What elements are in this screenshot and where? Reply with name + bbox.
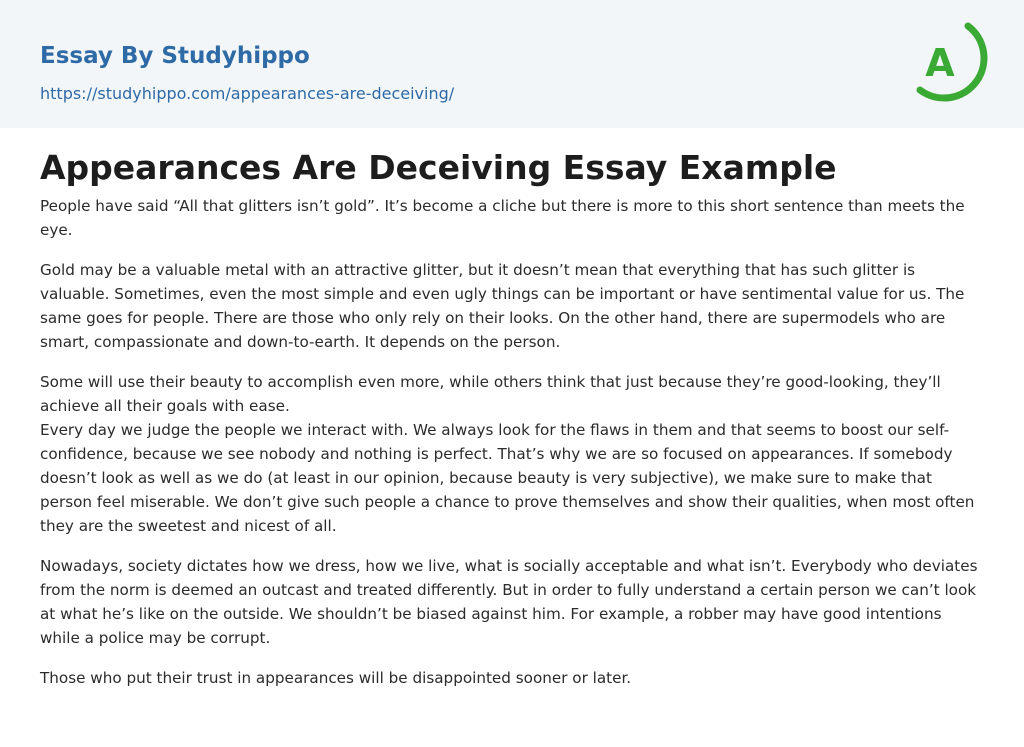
site-brand[interactable]: Essay By Studyhippo xyxy=(40,43,310,69)
paragraph-text: Gold may be a valuable metal with an attractive glitter, but it doesn’t mean that everything that has such glitter is valuable. Sometimes, even the most simple and even ugly things can be important or have sentimental value for us. The same goes for people. There are those who only rely on their looks. On the other hand, there are supermodels who are smart, compassionate and down-to-earth. It depends on the person. xyxy=(40,261,965,351)
page-url-link[interactable]: https://studyhippo.com/appearances-are-deceiving/ xyxy=(40,84,455,103)
paragraph-text: People have said “All that glitters isn’t gold”. It’s become a cliche but there is more to this short sentence than meets the eye. xyxy=(40,197,965,239)
article-body xyxy=(40,194,986,706)
paragraph-text: Every day we judge the people we interact with. We always look for the flaws in them and that seems to boost our self-confidence, because we see nobody and nothing is perfect. That’s why we are so focused on appearances. If somebody doesn’t look as well as we do (at least in our opinion, because beauty is very subjective), we make sure to make that person feel miserable. We don’t give such people a chance to prove themselves and show their qualities, when most often they are the sweetest and nicest of all. xyxy=(40,421,975,535)
paragraph xyxy=(40,554,986,650)
paragraph-text: Some will use their beauty to accomplish even more, while others think that just because they’re good-looking, they’ll achieve all their goals with ease. xyxy=(40,373,941,415)
paragraph xyxy=(40,194,986,242)
paragraph xyxy=(40,370,986,538)
paragraph-text: Those who put their trust in appearances will be disappointed sooner or later. xyxy=(40,669,632,687)
studyhippo-logo-icon[interactable] xyxy=(910,18,990,106)
article-title: Appearances Are Deceiving Essay Example xyxy=(40,148,837,187)
paragraph xyxy=(40,666,986,690)
paragraph-text: Nowadays, society dictates how we dress, how we live, what is socially acceptable and what isn’t. Everybody who deviates from the norm is deemed an outcast and treated differently. But in order to fully understand a certain person we can’t look at what he’s like on the outside. We shouldn’t be biased against him. For example, a robber may have good intentions while a police may be corrupt. xyxy=(40,557,978,647)
site-header xyxy=(0,0,1024,128)
paragraph xyxy=(40,258,986,354)
logo-letter: A xyxy=(925,41,955,85)
